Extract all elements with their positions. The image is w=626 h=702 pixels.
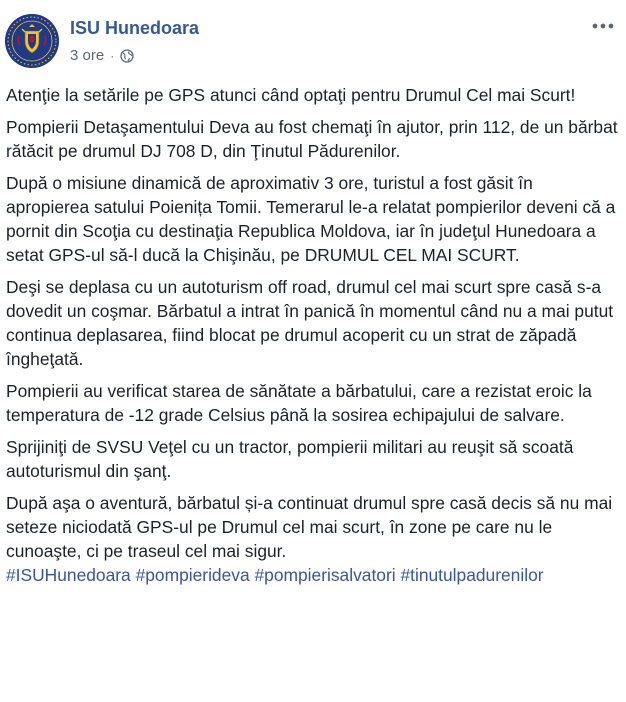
page-name-link[interactable]: ISU Hunedoara bbox=[70, 18, 200, 38]
hashtag-link[interactable]: #ISUHunedoara bbox=[6, 565, 131, 585]
post-paragraph: După aşa o aventură, bărbatul și-a continuat drumul spre casă decis să nu mai seteze niciodată GPS-ul pe Drumul cel mai scurt, în zone pe care nu le cunoaşte, ci pe traseul cel mai sigur. bbox=[6, 493, 613, 561]
hashtag-link[interactable]: #pompierideva bbox=[135, 565, 250, 585]
post-meta bbox=[70, 47, 134, 64]
coat-of-arms-logo bbox=[5, 14, 59, 68]
hashtag-link[interactable]: #tinutulpadurenilor bbox=[400, 565, 544, 585]
globe-icon[interactable] bbox=[120, 49, 134, 63]
post-body bbox=[6, 83, 618, 595]
post-timestamp[interactable]: 3 ore bbox=[70, 47, 105, 64]
post-paragraph: Pompierii au verificat starea de sănătate a bărbatului, care a rezistat eroic la temperatura de -12 grade Celsius până la sosirea echipajului de salvare. bbox=[6, 381, 592, 425]
more-horizontal-icon[interactable] bbox=[590, 18, 616, 34]
post-paragraph: Pompierii Detaşamentului Deva au fost chemaţi în ajutor, prin 112, de un bărbat rătăcit pe drumul DJ 708 D, din Ţinutul Pădurenilor. bbox=[6, 117, 618, 161]
avatar[interactable] bbox=[5, 14, 59, 68]
post-paragraph: După o misiune dinamică de aproximativ 3 ore, turistul a fost găsit în apropierea satului Poienița Tomii. Temerarul le-a relatat pompierilor deveni că a pornit din Scoţia cu destinaţia Republica Moldova, iar în judeţul Hunedoara a setat GPS-ul să-l ducă la Chişinău, pe DRUMUL CEL MAI SCURT. bbox=[6, 173, 616, 265]
post-paragraph: Deşi se deplasa cu un autoturism off road, drumul cel mai scurt spre casă s-a dovedit un coşmar. Bărbatul a intrat în panică în momentul când nu a mai putut continua deplasarea, fiind blocat pe drumul acoperit cu un strat de zăpadă îngheţată. bbox=[6, 277, 614, 369]
hashtag-list bbox=[6, 563, 618, 587]
post-paragraph: Sprijiniţi de SVSU Veţel cu un tractor, pompierii militari au reuşit să scoată autoturismul din şanţ. bbox=[6, 437, 574, 481]
meta-separator: · bbox=[110, 48, 115, 63]
post-paragraph: Atenţie la setările pe GPS atunci când optaţi pentru Drumul Cel mai Scurt! bbox=[6, 85, 576, 105]
post-header bbox=[0, 0, 626, 80]
hashtag-link[interactable]: #pompierisalvatori bbox=[254, 565, 396, 585]
